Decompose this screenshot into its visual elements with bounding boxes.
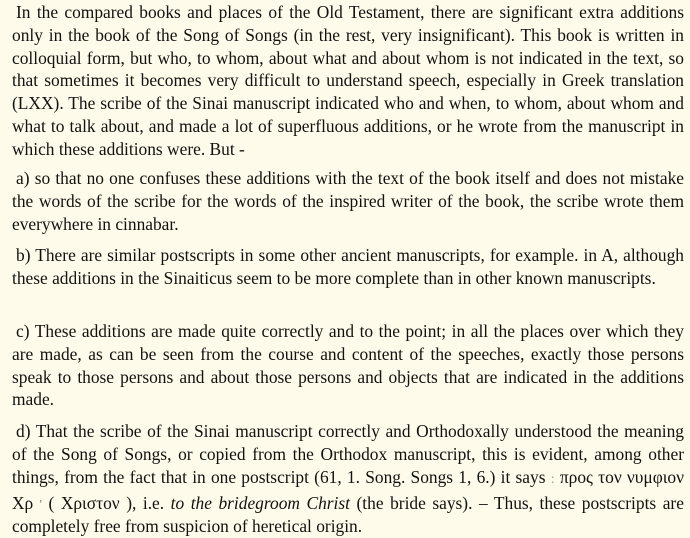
italic-phrase: to the bridegroom Christ [170, 493, 350, 514]
faint-mark: : [550, 471, 555, 487]
paragraph-d [12, 420, 684, 538]
paragraph-d-part2: (the bride says). – Thus, these postscripts are completely free from suspicion of heretical origin. [12, 493, 684, 537]
abbreviation-mark: ᵋ [39, 497, 42, 508]
paragraph-b: b) There are similar postscripts in some other ancient manuscripts, for example. in A, although these additions in the Sinaiticus seem to be more complete than in other known manuscripts. [12, 245, 684, 288]
paragraph-a: a) so that no one confuses these additions with the text of the book itself and does not mistake the words of the scribe for the words of the inspired writer of the book, the scribe wrote them everywhere in cinnabar. [12, 168, 684, 234]
greek-text: προς τον νυμφιον Χρ [12, 466, 684, 514]
paragraph-c: c) These additions are made quite correctly and to the point; in all the places over which they are made, as can be seen from the course and content of the speeches, exactly those persons speak to those persons and about those persons and objects that are indicated in the additions made. [12, 321, 684, 410]
paragraph-intro: In the compared books and places of the Old Testament, there are significant extra additions only in the book of the Song of Songs (in the rest, very insignificant). This book is written in colloquial form, but who, to whom, about what and about whom is not indicated in the text, so that sometimes it becomes very difficult to understand speech, especially in Greek translation (LXX). The scribe of the Sinai manuscript indicated who and when, to whom, about whom and what to talk about, and made a lot of superfluous additions, or he wrote from the manuscript in which these additions were. But - [12, 2, 684, 159]
paragraph-d-part1: d) That the scribe of the Sinai manuscript correctly and Orthodoxally understood the meaning of the Song of Songs, or copied from the Orthodox manuscript, this is evident, among other things, from the fact that in one postscript (61, 1. Song. Songs 1, 6.) it says [12, 421, 684, 487]
greek-paren-text: ( Χριστον ), i.e. [48, 493, 165, 514]
